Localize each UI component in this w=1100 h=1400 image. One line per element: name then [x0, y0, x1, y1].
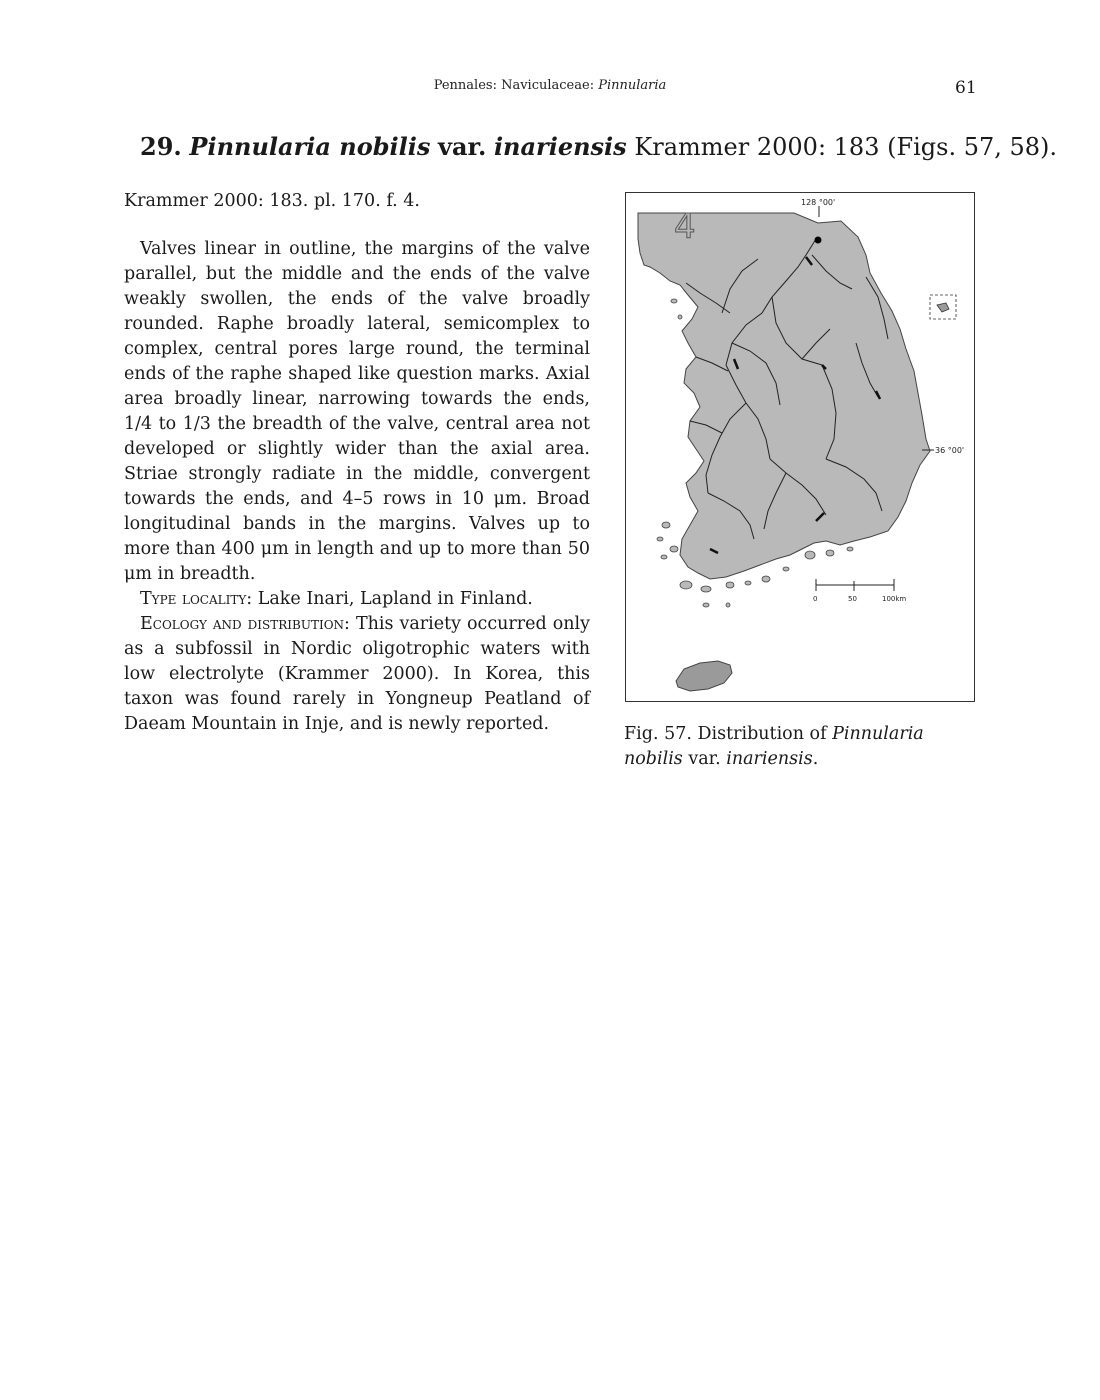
caption-prefix: Fig. 57. Distribution of [624, 724, 833, 744]
species-heading [140, 132, 1058, 161]
species-authority: Krammer 2000: 183 (Figs. 57, 58). [634, 133, 1058, 161]
jeju-island-shape [676, 661, 732, 691]
running-head-prefix: Pennales: Naviculaceae: [433, 78, 599, 93]
running-head-genus: Pinnularia [598, 78, 667, 93]
type-locality-paragraph: Type locality: Lake Inari, Lapland in Finland. [140, 589, 533, 609]
scale-bar [816, 579, 894, 591]
citation: Krammer 2000: 183. pl. 170. f. 4. [124, 191, 420, 211]
notes-section [124, 587, 590, 737]
variety-name: inariensis [493, 132, 627, 161]
ecology-paragraph: Ecology and distribution: This variety occurred only as a subfossil in Nordic oligotrophic waters with low electrolyte (Krammer 2000). In Korea, this taxon was found rarely in Yongneup Peatland of Daeam Mountain in Inje, and is newly reported. [124, 614, 590, 734]
mainland-shape [638, 213, 930, 579]
figure-caption [624, 722, 984, 772]
page-number: 61 [955, 78, 977, 98]
type-locality-text: Lake Inari, Lapland in Finland. [257, 589, 533, 609]
type-locality-label: Type locality [140, 589, 247, 609]
panel-number: 4 [674, 207, 696, 247]
running-head [0, 78, 1100, 93]
caption-var-label: var. [688, 749, 727, 769]
longitude-label: 128 °00' [801, 198, 836, 207]
species-number: 29. [140, 132, 182, 161]
latitude-label: 36 °00' [935, 446, 965, 455]
site-marker [815, 237, 822, 244]
description-paragraph: Valves linear in outline, the margins of the valve parallel, but the middle and the ends of the valve weakly swollen, the ends of the valve broadly rounded. Raphe broadly lateral, semicomplex to complex, central pores large round, the terminal ends of the raphe shaped like question marks. Axial area broadly linear, narrowing towards the ends, 1/4 to 1/3 the breadth of the valve, central area not developed or slightly wider than the axial area. Striae strongly radiate in the middle, convergent towards the ends, and 4–5 rows in 10 μm. Broad longitudinal bands in the margins. Valves up to more than 400 μm in length and up to more than 50 μm in breadth. [124, 239, 590, 584]
scale-label-50: 50 [848, 595, 857, 603]
dokdo-island-shape [937, 303, 949, 312]
species-name: Pinnularia nobilis [189, 132, 431, 161]
var-label: var. [438, 132, 487, 161]
scale-label-0: 0 [813, 595, 818, 603]
caption-variety: inariensis [726, 749, 813, 769]
ecology-text: This variety occurred only as a subfossil in Nordic oligotrophic waters with low electrolyte (Krammer 2000). In Korea, this taxon was found rarely in Yongneup Peatland of Daeam Mountain in Inje, and is newly reported. [124, 614, 590, 734]
caption-taxon: Pinnularia nobilis [624, 724, 924, 769]
korea-map-svg [626, 193, 974, 701]
caption-suffix: . [812, 749, 819, 769]
ecology-label: Ecology and distribution [140, 614, 345, 634]
distribution-map [625, 192, 975, 702]
scale-label-100km: 100km [882, 595, 907, 603]
